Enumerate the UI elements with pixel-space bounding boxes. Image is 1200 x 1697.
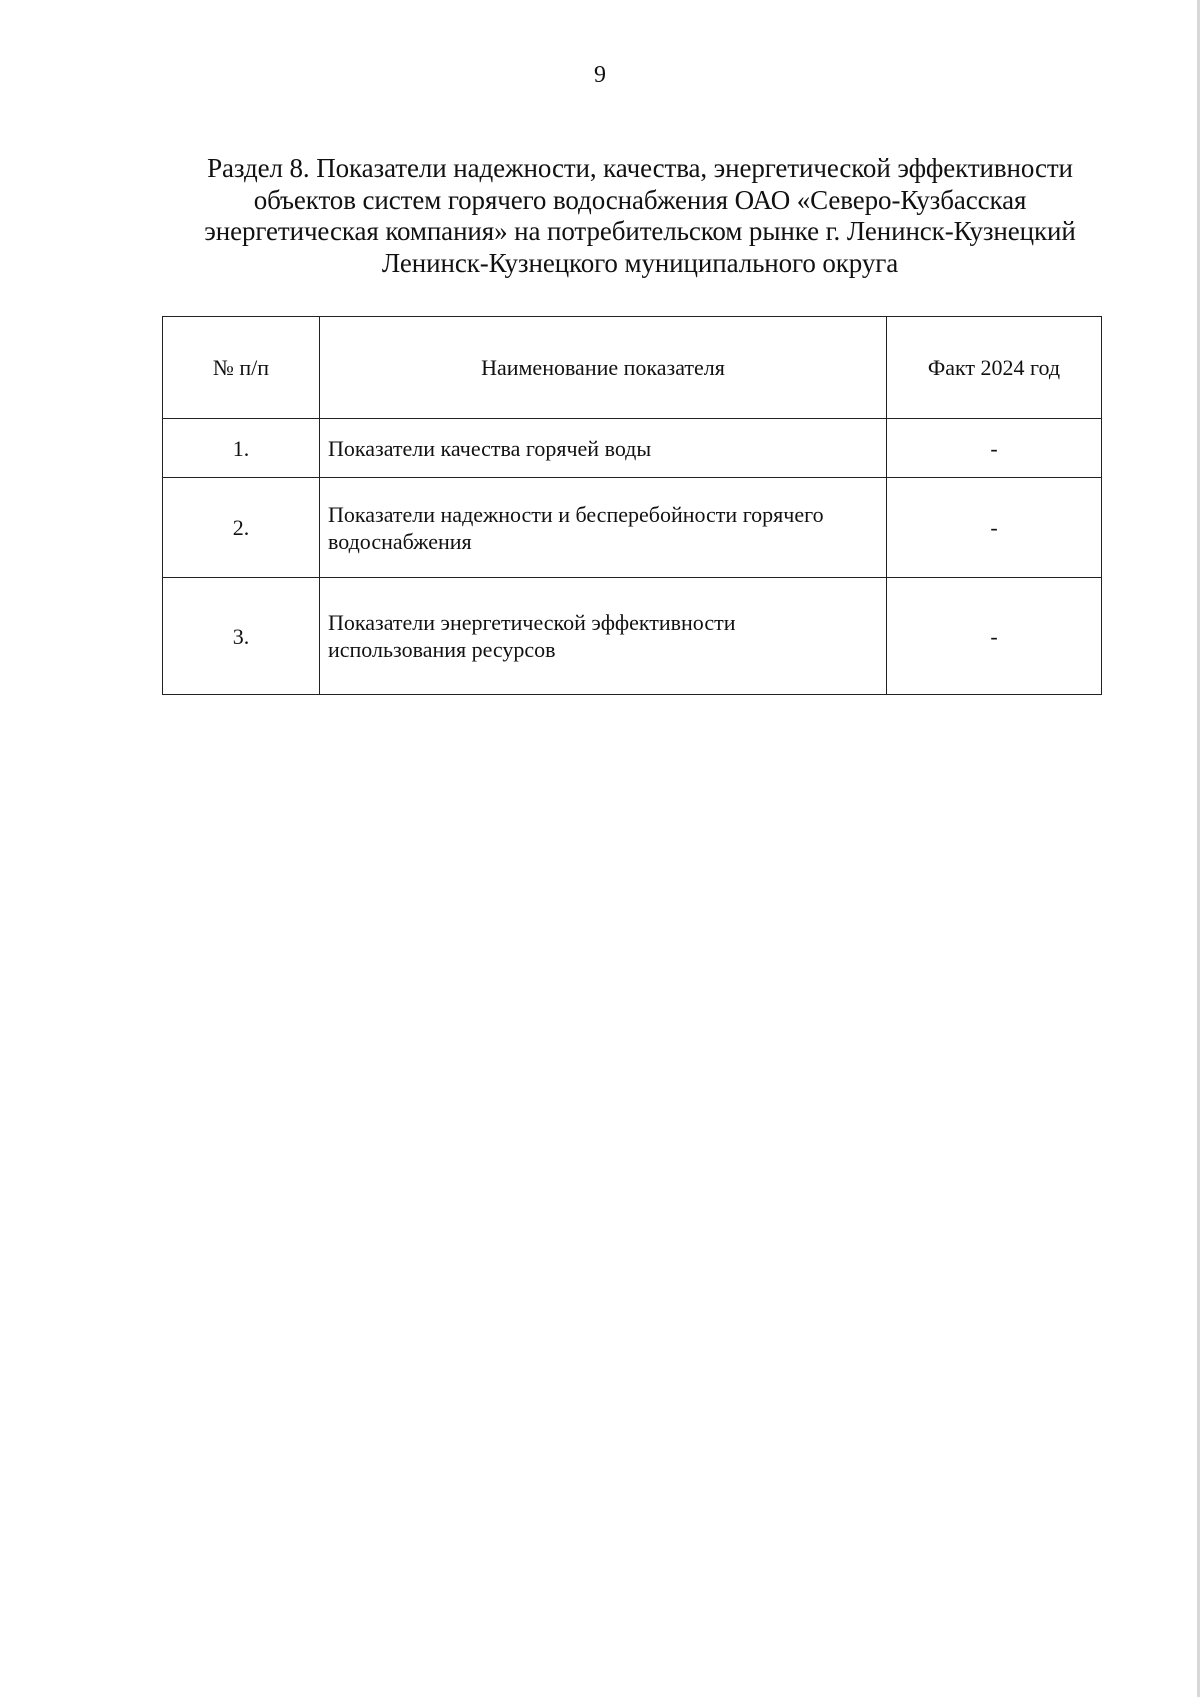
page-number: 9 [594, 62, 606, 88]
table-row [163, 578, 1102, 695]
title-line: энергетическая компания» на потребительском рынке г. Ленинск-Кузнецкий [204, 216, 1076, 246]
table-row [163, 419, 1102, 478]
row-fact-value: - [887, 419, 1102, 478]
section-title [160, 153, 1120, 279]
header-number: № п/п [163, 317, 320, 419]
title-line: объектов систем горячего водоснабжения ОАО «Северо-Кузбасская [253, 184, 1027, 215]
row-name-line: Показатели надежности и бесперебойности горячего [328, 501, 824, 527]
row-indicator-name [320, 478, 887, 578]
table-header-row [163, 317, 1102, 419]
indicators-table [162, 316, 1102, 695]
row-fact-value: - [887, 478, 1102, 578]
row-number: 2. [163, 478, 320, 578]
table-row [163, 478, 1102, 578]
row-name-line: водоснабжения [328, 528, 472, 554]
header-fact-2024: Факт 2024 год [887, 317, 1102, 419]
row-name-line: Показатели качества горячей воды [328, 435, 652, 461]
row-indicator-name [320, 419, 887, 478]
row-name-line: Показатели энергетической эффективности [328, 610, 736, 635]
row-indicator-name [320, 578, 887, 695]
row-fact-value: - [887, 578, 1102, 695]
row-number: 1. [163, 419, 320, 478]
header-indicator-name: Наименование показателя [320, 317, 887, 419]
title-line: Раздел 8. Показатели надежности, качества, энергетической эффективности [207, 153, 1073, 183]
title-line: Ленинск-Кузнецкого муниципального округа [381, 247, 899, 278]
row-name-line: использования ресурсов [328, 637, 556, 662]
row-number: 3. [163, 578, 320, 695]
